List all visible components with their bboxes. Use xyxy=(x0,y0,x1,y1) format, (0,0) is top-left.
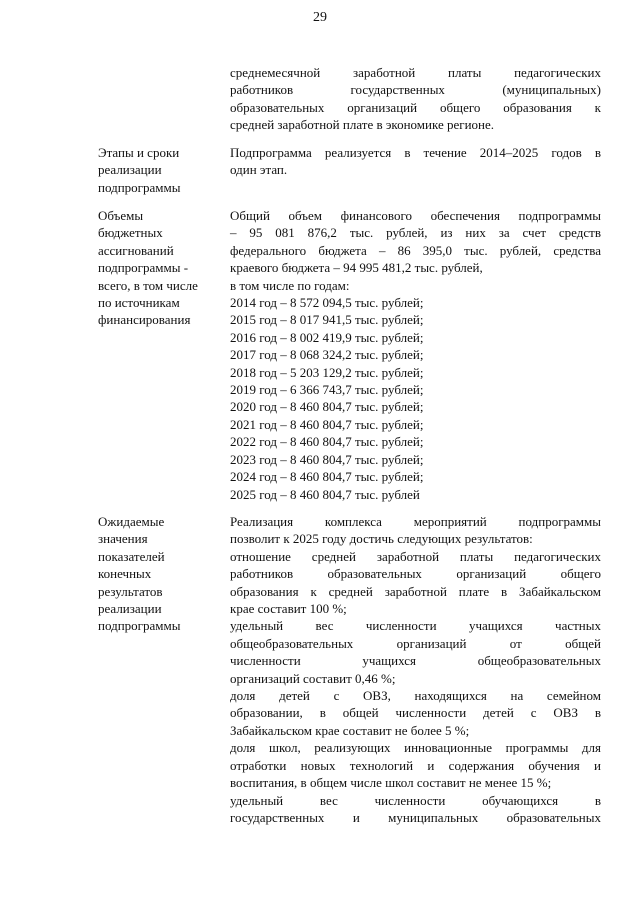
results-line: доля детей с ОВЗ, находящихся на семейном xyxy=(230,688,601,704)
top-block-line: среднемесячной заработной платы педагогических xyxy=(230,65,601,80)
stages-line: Подпрограмма реализуется в течение 2014–2025 годов в xyxy=(230,145,601,160)
funding-year-item: 2014 год – 8 572 094,5 тыс. рублей; xyxy=(230,295,424,311)
funding-year-item: 2023 год – 8 460 804,7 тыс. рублей; xyxy=(230,451,424,467)
funding-year-item: 2018 год – 5 203 129,2 тыс. рублей; xyxy=(230,364,424,380)
top-block-line: работников государственных (муниципальных) xyxy=(230,82,601,98)
results-text xyxy=(230,513,601,826)
results-line: общеобразовательных организаций от общей xyxy=(230,635,601,651)
funding-years-list xyxy=(230,294,601,503)
results-line: организаций составит 0,46 %; xyxy=(230,670,396,686)
stages-label: Этапы и сроки реализации подпрограммы xyxy=(98,145,181,195)
funding-year-item: 2025 год – 8 460 804,7 тыс. рублей xyxy=(230,486,420,502)
results-line: доля школ, реализующих инновационные программы для xyxy=(230,740,601,756)
results-line: численности учащихся общеобразовательных xyxy=(230,653,601,669)
results-line: Забайкальском крае составит не более 5 %; xyxy=(230,722,470,738)
results-line: воспитания, в общем числе школ составит не менее 15 %; xyxy=(230,775,552,791)
funding-year-item: 2024 год – 8 460 804,7 тыс. рублей; xyxy=(230,469,424,485)
page-number: 29 xyxy=(313,10,327,25)
top-block-text xyxy=(230,64,601,134)
funding-line: федерального бюджета – 86 395,0 тыс. рублей, средства xyxy=(230,242,601,258)
results-line: крае составит 100 %; xyxy=(230,601,347,617)
funding-year-item: 2020 год – 8 460 804,7 тыс. рублей; xyxy=(230,399,424,415)
stages-line: один этап. xyxy=(230,162,288,178)
top-block-line: средней заработной плате в экономике регионе. xyxy=(230,117,495,133)
results-line: позволит к 2025 году достичь следующих результатов: xyxy=(230,531,533,547)
funding-line: Общий объем финансового обеспечения подпрограммы xyxy=(230,208,601,223)
results-label: Ожидаемые значения показателей конечных результатов реализации подпрограммы xyxy=(98,514,181,634)
funding-year-item: 2015 год – 8 017 941,5 тыс. рублей; xyxy=(230,312,424,328)
results-line: удельный вес численности обучающихся в xyxy=(230,792,601,808)
funding-year-item: 2019 год – 6 366 743,7 тыс. рублей; xyxy=(230,382,424,398)
results-line: Реализация комплекса мероприятий подпрограммы xyxy=(230,514,601,529)
results-line: работников образовательных организаций общего xyxy=(230,566,601,582)
results-line: отношение средней заработной платы педагогических xyxy=(230,548,601,564)
funding-year-item: 2022 год – 8 460 804,7 тыс. рублей; xyxy=(230,434,424,450)
top-block-line: образовательных организаций общего образования к xyxy=(230,99,601,115)
results-line: образования к средней заработной плате в Забайкальском xyxy=(230,583,601,599)
funding-text xyxy=(230,207,601,503)
funding-year-item: 2016 год – 8 002 419,9 тыс. рублей; xyxy=(230,329,424,345)
stages-text xyxy=(230,144,601,179)
results-line: отработки новых технологий и содержания обучения и xyxy=(230,757,601,773)
funding-line: в том числе по годам: xyxy=(230,277,350,293)
results-line: образовании, в общей численности детей с ОВЗ в xyxy=(230,705,601,721)
results-line: удельный вес численности учащихся частных xyxy=(230,618,601,634)
results-line: государственных и муниципальных образовательных xyxy=(230,809,601,825)
funding-line: краевого бюджета – 94 995 481,2 тыс. рублей, xyxy=(230,260,483,276)
funding-line: – 95 081 876,2 тыс. рублей, из них за счет средств xyxy=(230,225,601,241)
funding-year-item: 2021 год – 8 460 804,7 тыс. рублей; xyxy=(230,416,424,432)
funding-year-item: 2017 год – 8 068 324,2 тыс. рублей; xyxy=(230,347,424,363)
funding-label: Объемы бюджетных ассигнований подпрограммы - всего, в том числе по источникам финансирования xyxy=(98,208,198,328)
